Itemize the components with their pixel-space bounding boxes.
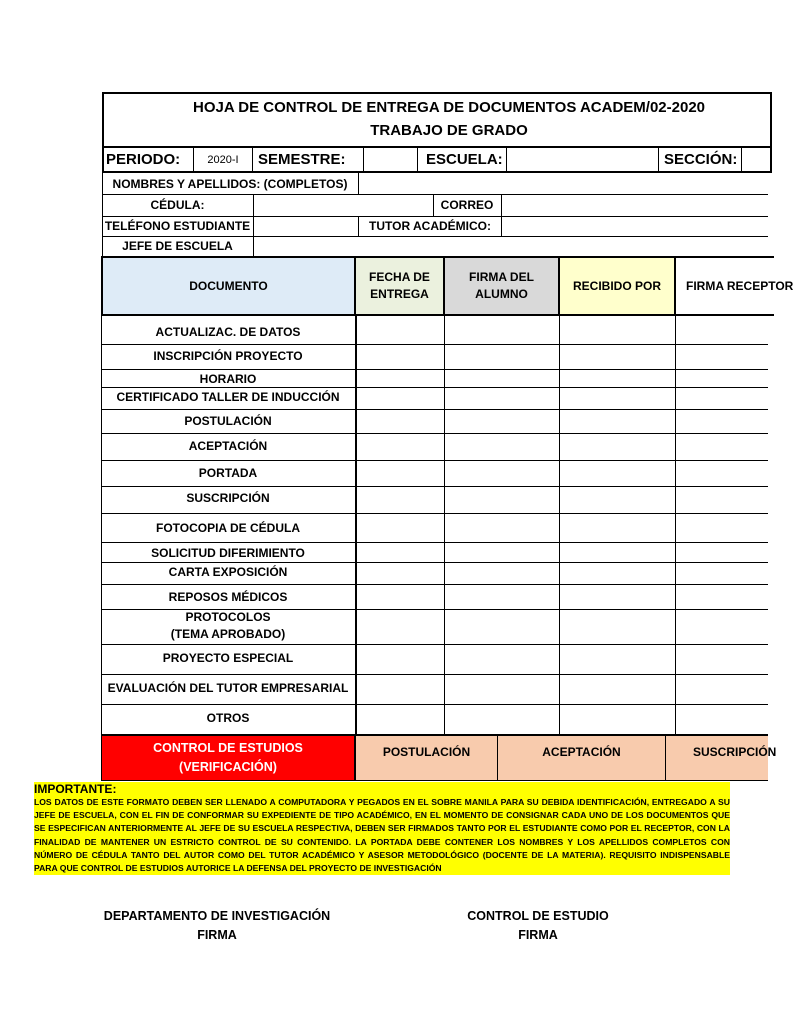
signature-right-firma: FIRMA	[518, 928, 558, 942]
document-label: POSTULACIÓN	[184, 414, 272, 428]
firma-receptor-cell[interactable]	[677, 585, 768, 609]
header-recibido-por: RECIBIDO POR	[558, 256, 676, 316]
form-subtitle: TRABAJO DE GRADO	[370, 122, 528, 139]
recibido-por-cell[interactable]	[561, 675, 676, 704]
firma-alumno-cell[interactable]	[446, 388, 560, 409]
nombres-label: NOMBRES Y APELLIDOS: (COMPLETOS)	[112, 177, 348, 191]
cedula-field[interactable]	[254, 195, 433, 216]
document-label: REPOSOS MÉDICOS	[168, 590, 288, 604]
semestre-field[interactable]	[364, 148, 417, 171]
table-row	[101, 370, 768, 388]
firma-alumno-cell[interactable]	[446, 461, 560, 486]
table-row	[101, 543, 768, 563]
recibido-por-cell[interactable]	[561, 610, 676, 644]
document-label: ACEPTACIÓN	[188, 439, 268, 453]
control-suscripcion-cell[interactable]: SUSCRIPCIÓN	[665, 735, 768, 781]
firma-alumno-cell[interactable]	[446, 675, 560, 704]
firma-alumno-cell[interactable]	[446, 316, 560, 344]
firma-receptor-cell[interactable]	[677, 563, 768, 584]
document-label: PROYECTO ESPECIAL	[162, 651, 294, 665]
firma-receptor-cell[interactable]	[677, 345, 768, 369]
form-title: HOJA DE CONTROL DE ENTREGA DE DOCUMENTOS ACADEM/02-2020	[192, 99, 706, 116]
table-row	[101, 610, 768, 645]
correo-label: CORREO	[440, 198, 494, 212]
firma-receptor-cell[interactable]	[677, 410, 768, 433]
document-label: ACTUALIZAC. DE DATOS	[155, 325, 301, 339]
firma-receptor-cell[interactable]	[677, 645, 768, 674]
recibido-por-cell[interactable]	[561, 370, 676, 387]
firma-receptor-cell[interactable]	[677, 434, 768, 460]
fecha-entrega-cell[interactable]	[357, 316, 445, 344]
periodo-value[interactable]: 2020-I	[207, 154, 239, 166]
seccion-field[interactable]	[742, 148, 768, 171]
recibido-por-cell[interactable]	[561, 514, 676, 542]
important-note	[34, 782, 730, 875]
telefono-field[interactable]	[254, 217, 358, 236]
fecha-entrega-cell[interactable]	[357, 543, 445, 562]
table-row	[101, 563, 768, 585]
document-label: OTROS	[206, 711, 250, 725]
recibido-por-cell[interactable]	[561, 316, 676, 344]
fecha-entrega-cell[interactable]	[357, 585, 445, 609]
seccion-label: SECCIÓN:	[664, 151, 738, 168]
document-label: SUSCRIPCIÓN	[186, 491, 270, 505]
firma-receptor-cell[interactable]	[677, 370, 768, 387]
firma-alumno-cell[interactable]	[446, 645, 560, 674]
firma-alumno-cell[interactable]	[446, 345, 560, 369]
recibido-por-cell[interactable]	[561, 345, 676, 369]
firma-alumno-cell[interactable]	[446, 705, 560, 734]
fecha-entrega-cell[interactable]	[357, 388, 445, 409]
table-row	[101, 514, 768, 543]
document-label: CERTIFICADO TALLER DE INDUCCIÓN	[116, 390, 340, 404]
table-row	[101, 345, 768, 370]
control-aceptacion-cell[interactable]: ACEPTACIÓN	[497, 735, 666, 781]
fecha-entrega-cell[interactable]	[357, 487, 445, 513]
fecha-entrega-cell[interactable]	[357, 410, 445, 433]
jefe-label: JEFE DE ESCUELA	[122, 239, 233, 253]
fecha-entrega-cell[interactable]	[357, 514, 445, 542]
firma-alumno-cell[interactable]	[446, 610, 560, 644]
firma-alumno-cell[interactable]	[446, 487, 560, 513]
jefe-field[interactable]	[254, 237, 768, 256]
firma-alumno-cell[interactable]	[446, 543, 560, 562]
firma-alumno-cell[interactable]	[446, 585, 560, 609]
tutor-label: TUTOR ACADÉMICO:	[369, 219, 491, 233]
recibido-por-cell[interactable]	[561, 543, 676, 562]
fecha-entrega-cell[interactable]	[357, 345, 445, 369]
table-row	[101, 705, 768, 735]
table-row	[101, 645, 768, 675]
escuela-field[interactable]	[507, 148, 658, 171]
signature-right-title: CONTROL DE ESTUDIO	[467, 909, 609, 923]
fecha-entrega-cell[interactable]	[357, 563, 445, 584]
control-estudios-cell: CONTROL DE ESTUDIOS (VERIFICACIÓN)	[101, 735, 355, 781]
fecha-entrega-cell[interactable]	[357, 645, 445, 674]
important-text: LOS DATOS DE ESTE FORMATO DEBEN SER LLENADO A COMPUTADORA Y PEGADOS EN EL SOBRE MANILA PARA SU DEBIDA IDENTIFICACIÓN, ENTREGADO A SU JEFE DE ESCUELA, CON EL FIN DE CONFORMAR SU EXPEDIENTE DE TIPO ACADÉMICO, EN EL MOMENTO DE CONSIGNAR CADA UNO DE LOS DOCUMENTOS QUE SE ESPECIFICAN ANTERIORMENTE AL JEFE DE SU ESCUELA RESPECTIVA, DEBEN SER FIRMADOS TANTO POR EL ESTUDIANTE COMO POR EL RECEPTOR, CON LA FINALIDAD DE MANTENER UN ESTRICTO CONTROL DE SU CONTENIDO. LA PORTADA DEBE CONTENER LOS NOMBRES Y LOS APELLIDOS COMPLETOS CON NÚMERO DE CÉDULA TANTO DEL AUTOR COMO DEL TUTOR ACADÉMICO Y ASESOR METODOLÓGICO (DOCENTE DE LA MATERIA). REQUISITO INDISPENSABLE PARA QUE CONTROL DE ESTUDIOS AUTORICE LA DEFENSA DEL PROYECTO DE INVESTIGACIÓN	[34, 797, 730, 874]
firma-receptor-cell[interactable]	[677, 316, 768, 344]
fecha-entrega-cell[interactable]	[357, 675, 445, 704]
correo-field[interactable]	[502, 195, 768, 216]
signature-left-firma: FIRMA	[197, 928, 237, 942]
table-row	[101, 461, 768, 487]
nombres-field[interactable]	[359, 174, 768, 194]
firma-alumno-cell[interactable]	[446, 514, 560, 542]
recibido-por-cell[interactable]	[561, 410, 676, 433]
escuela-label: ESCUELA:	[426, 151, 503, 168]
firma-receptor-cell[interactable]	[677, 543, 768, 562]
document-label: CARTA EXPOSICIÓN	[168, 565, 288, 579]
header-firma-receptor: FIRMA RECEPTOR	[674, 256, 774, 316]
table-row	[101, 316, 768, 345]
signature-left-title: DEPARTAMENTO DE INVESTIGACIÓN	[103, 909, 331, 923]
table-row	[101, 585, 768, 610]
table-row	[101, 675, 768, 705]
periodo-label: PERIODO:	[106, 151, 181, 168]
firma-receptor-cell[interactable]	[677, 487, 768, 513]
table-row	[101, 487, 768, 514]
recibido-por-cell[interactable]	[561, 563, 676, 584]
document-label-sub: (TEMA APROBADO)	[170, 627, 286, 641]
recibido-por-cell[interactable]	[561, 705, 676, 734]
recibido-por-cell[interactable]	[561, 585, 676, 609]
table-row	[101, 410, 768, 434]
fecha-entrega-cell[interactable]	[357, 610, 445, 644]
header-documento: DOCUMENTO	[101, 256, 356, 316]
document-label: FOTOCOPIA DE CÉDULA	[155, 521, 300, 535]
semestre-label: SEMESTRE:	[258, 151, 346, 168]
recibido-por-cell[interactable]	[561, 434, 676, 460]
fecha-entrega-cell[interactable]	[357, 705, 445, 734]
telefono-label: TELÉFONO ESTUDIANTE	[104, 219, 251, 233]
document-label: EVALUACIÓN DEL TUTOR EMPRESARIAL	[107, 681, 349, 695]
firma-receptor-cell[interactable]	[677, 514, 768, 542]
fecha-entrega-cell[interactable]	[357, 461, 445, 486]
firma-alumno-cell[interactable]	[446, 370, 560, 387]
tutor-field[interactable]	[502, 217, 768, 236]
recibido-por-cell[interactable]	[561, 388, 676, 409]
firma-receptor-cell[interactable]	[677, 388, 768, 409]
fecha-entrega-cell[interactable]	[357, 370, 445, 387]
firma-alumno-cell[interactable]	[446, 410, 560, 433]
document-label: PROTOCOLOS	[185, 610, 271, 624]
table-row	[101, 388, 768, 410]
header-fecha-entrega: FECHA DE ENTREGA	[354, 256, 445, 316]
cedula-label: CÉDULA:	[150, 198, 205, 212]
firma-receptor-cell[interactable]	[677, 705, 768, 734]
firma-alumno-cell[interactable]	[446, 434, 560, 460]
recibido-por-cell[interactable]	[561, 487, 676, 513]
recibido-por-cell[interactable]	[561, 461, 676, 486]
firma-receptor-cell[interactable]	[677, 610, 768, 644]
firma-alumno-cell[interactable]	[446, 563, 560, 584]
document-label: HORARIO	[199, 372, 257, 386]
control-postulacion-cell[interactable]: POSTULACIÓN	[355, 735, 498, 781]
table-row	[101, 434, 768, 461]
fecha-entrega-cell[interactable]	[357, 434, 445, 460]
document-label: PORTADA	[198, 466, 258, 480]
firma-receptor-cell[interactable]	[677, 675, 768, 704]
firma-receptor-cell[interactable]	[677, 461, 768, 486]
important-heading: IMPORTANTE:	[34, 782, 117, 796]
header-firma-alumno: FIRMA DEL ALUMNO	[443, 256, 560, 316]
recibido-por-cell[interactable]	[561, 645, 676, 674]
document-label: INSCRIPCIÓN PROYECTO	[153, 349, 303, 363]
document-label: SOLICITUD DIFERIMIENTO	[151, 546, 305, 560]
